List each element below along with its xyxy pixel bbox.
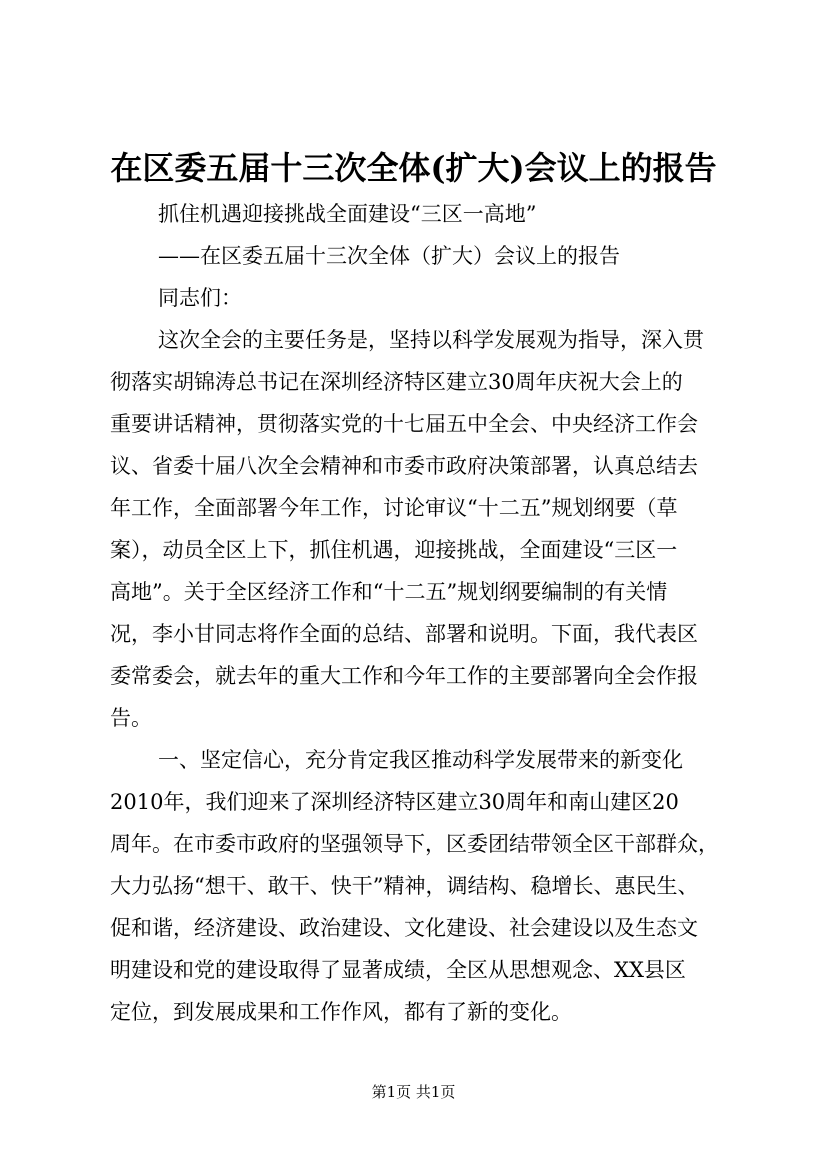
document-subtitle-secondary: ——在区委五届十三次全体（扩大）会议上的报告 — [158, 244, 620, 268]
document-subtitle: 抓住机遇迎接挑战全面建设“三区一高地” — [158, 202, 537, 226]
salutation: 同志们： — [158, 286, 242, 310]
paragraph-line: 告。 — [110, 706, 152, 730]
paragraph-line: 明建设和党的建设取得了显著成绩，全区从思想观念、XX县区 — [110, 958, 686, 982]
section-heading: 一、坚定信心，充分肯定我区推动科学发展带来的新变化 — [158, 748, 683, 772]
paragraph-line: 重要讲话精神，贯彻落实党的十七届五中全会、中央经济工作会 — [110, 412, 698, 436]
paragraph-line: 这次全会的主要任务是，坚持以科学发展观为指导，深入贯 — [158, 328, 704, 352]
paragraph-line: 年工作，全面部署今年工作，讨论审议“十二五”规划纲要（草 — [110, 496, 678, 520]
paragraph-line: 委常委会，就去年的重大工作和今年工作的主要部署向全会作报 — [110, 664, 698, 688]
paragraph-line: 定位，到发展成果和工作作风，都有了新的变化。 — [110, 1000, 572, 1024]
paragraph-line: 大力弘扬“想干、敢干、快干”精神，调结构、稳增长、惠民生、 — [110, 874, 699, 898]
paragraph-line: 议、省委十届八次全会精神和市委市政府决策部署，认真总结去 — [110, 454, 698, 478]
paragraph-line: 况，李小甘同志将作全面的总结、部署和说明。下面，我代表区 — [110, 622, 698, 646]
paragraph-line: 促和谐，经济建设、政治建设、文化建设、社会建设以及生态文 — [110, 916, 698, 940]
paragraph-line: 周年。在市委市政府的坚强领导下，区委团结带领全区干部群众， — [110, 832, 719, 856]
paragraph-line: 案），动员全区上下，抓住机遇，迎接挑战，全面建设“三区一 — [110, 538, 678, 562]
paragraph-line: 彻落实胡锦涛总书记在深圳经济特区建立30周年庆祝大会上的 — [110, 370, 683, 394]
paragraph-line: 高地”。关于全区经济工作和“十二五”规划纲要编制的有关情 — [110, 580, 668, 604]
page-footer: 第1页 共1页 — [371, 1083, 456, 1101]
document-title: 在区委五届十三次全体(扩大)会议上的报告 — [110, 149, 717, 187]
paragraph-line: 2010年，我们迎来了深圳经济特区建立30周年和南山建区20 — [110, 790, 679, 814]
